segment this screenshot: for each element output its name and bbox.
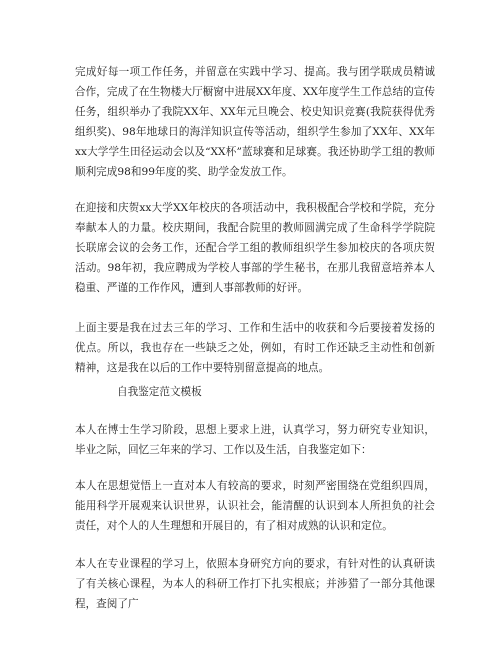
paragraph-courses: 本人在专业课程的学习上，依照本身研究方向的要求，有针对性的认真研读了有关核心课程，为本人的科研工作打下扎实根底；并涉猎了一部分其他课程，查阅了广 <box>75 558 435 610</box>
paragraph-ideology: 本人在思想觉悟上一直对本人有较高的要求，时刻严密围绕在党组织四周，能用科学开展观来认识世界，认识社会，能清醒的认识到本人所担负的社会责任，对个人的人生理想和开展目的，有了相对成熟的认识和定位。 <box>75 480 435 532</box>
section-title: 自我鉴定范文模板 <box>117 386 202 398</box>
paragraph-intro: 本人在博士生学习阶段，思想上要求上进，认真学习，努力研究专业知识，毕业之际，回忆三年来的学习、工作以及生活，自我鉴定如下： <box>75 424 435 456</box>
paragraph-work-tasks: 完成好每一项工作任务，并留意在实践中学习、提高。我与团学联成员精诚合作，完成了在生物楼大厅橱窗中进展XX年度、XX年度学生工作总结的宣传任务，组织举办了我院XX年、XX年元旦晚会、校史知识竞赛(我院获得优秀组织奖)、98年地球日的海洋知识宣传等活动，组织学生参加了XX年、XX年xx大学学生田径运动会以及“XX杯”蓝球赛和足球赛。我还协助学工组的教师顺利完成98和99年度的奖、助学金发放工作。 <box>75 66 435 178</box>
document-page <box>75 62 435 614</box>
paragraph-anniversary: 在迎接和庆贺xx大学XX年校庆的各项活动中，我积极配合学校和学院，充分奉献本人的力量。校庆期间，我配合院里的教师圆满完成了生命科学学院院长联席会议的会务工作，还配合学工组的教师组织学生参加校庆的各项庆贺活动。98年初，我应聘成为学校人事部的学生秘书，在那儿我留意培养本人稳重、严谨的工作作风，遭到人事部教师的好评。 <box>75 202 435 294</box>
paragraph-summary: 上面主要是我在过去三年的学习、工作和生活中的收获和今后要接着发扬的优点。所以，我也存在一些缺乏之处，例如，有时工作还缺乏主动性和创新精神，这是我在以后的工作中要特别留意提高的地点。 <box>75 322 435 374</box>
